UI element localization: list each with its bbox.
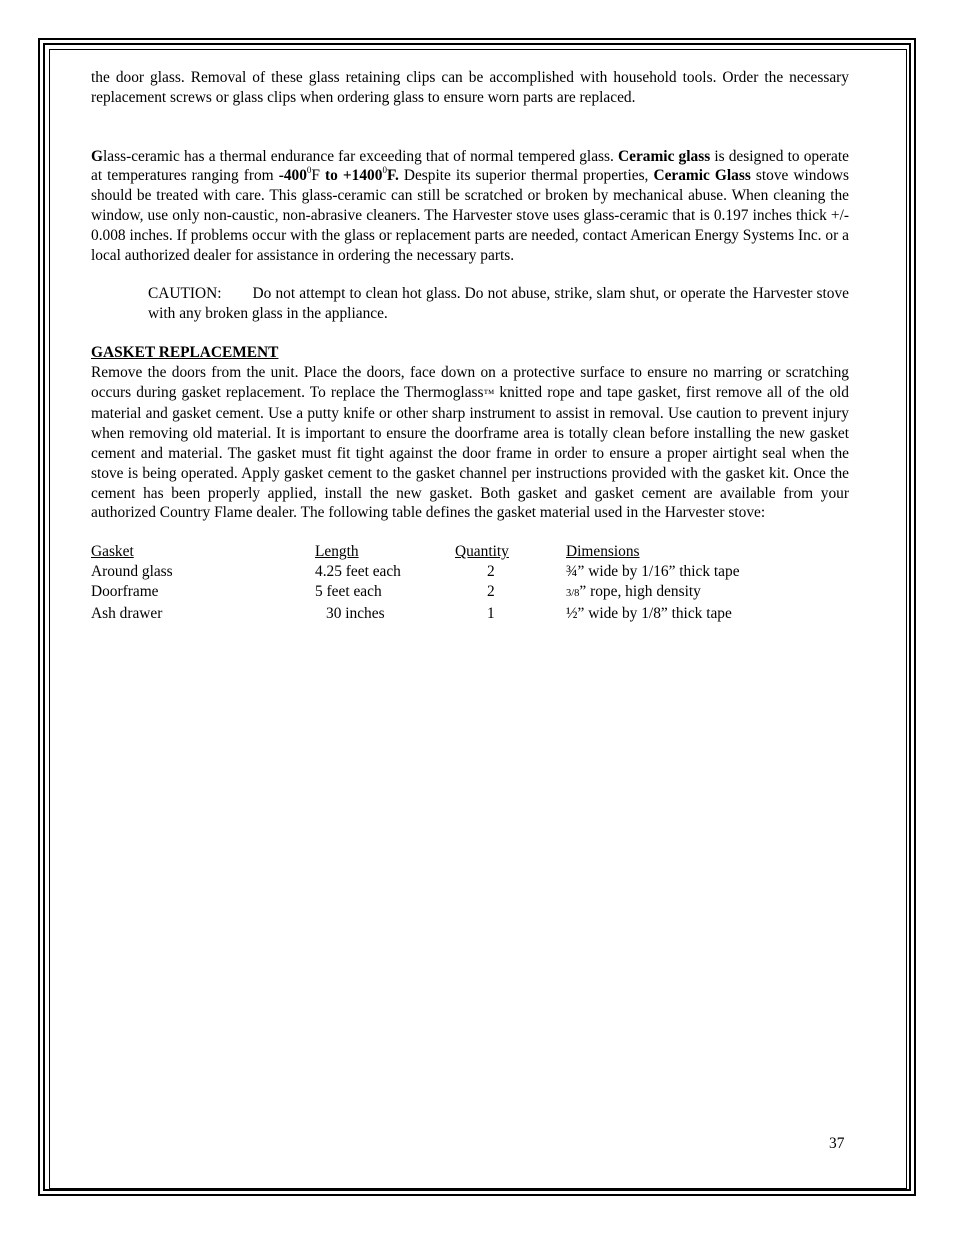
ceramic-glass-term-2: Ceramic Glass <box>653 167 751 185</box>
header-quantity: Quantity <box>455 543 509 561</box>
header-dimensions: Dimensions <box>566 543 640 561</box>
caution-label: CAUTION: <box>148 285 222 303</box>
table-row: Around glass 4.25 feet each 2 ¾” wide by 1/16” thick tape <box>91 562 740 580</box>
gasket-replacement-paragraph: Remove the doors from the unit. Place the doors, face down on a protective surface to ensure no marring or scratching occurs during gasket replacement. To replace the Thermoglass™ knitted rope and tape gasket, first remove all of the old material and gasket cement. Use a putty knife or other sharp instrument to assist in removal. Use caution to prevent injury when removing old material. It is important to ensure the doorframe area is totally clean before installing the new gasket cement and material. The gasket must fit tight against the door frame in order to ensure a proper airtight seal when the stove is being operated. Apply gasket cement to the gasket channel per instructions provided with the gasket kit. Once the cement has been properly applied, install the new gasket. Both gasket and gasket cement are available from your authorized Country Flame dealer. The following table defines the gasket material used in the Harvester stove: <box>91 363 849 522</box>
ceramic-glass-term: Ceramic glass <box>618 147 711 165</box>
gasket-replacement-heading: GASKET REPLACEMENT <box>91 343 279 361</box>
temp-low: -400 <box>278 167 307 185</box>
table-row: Doorframe 5 feet each 2 3/8” rope, high density <box>91 582 701 600</box>
table-row: Ash drawer 30 inches 1 ½” wide by 1/8” thick tape <box>91 604 732 622</box>
glass-ceramic-paragraph: Glass-ceramic has a thermal endurance far exceeding that of normal tempered glass. Ceramic glass is designed to operate at temperatures ranging from $-400^0F$ to $+1400^0F$. Despite its superior thermal properties, Ceramic Glass stove windows should be treated with care. This glass-ceramic can still be scratched or broken by mechanical abuse. When cleaning the window, use only non-caustic, non-abrasive cleaners. The Harvester stove uses glass-ceramic that is 0.197 inches thick +/- 0.008 inches. If problems occur with the glass or replacement parts are needed, contact American Energy Systems Inc. or a local authorized dealer for assistance in ordering the necessary parts. <box>91 147 849 264</box>
header-gasket: Gasket <box>91 543 134 561</box>
gasket-table <box>91 542 740 623</box>
caution-text: Do not attempt to clean hot glass. Do not abuse, strike, slam shut, or operate the Harvester stove with any broken glass in the appliance. <box>148 285 849 323</box>
table-header-row <box>91 542 740 562</box>
header-length: Length <box>315 543 359 561</box>
page-number: 37 <box>829 1135 845 1152</box>
caution-note <box>148 284 849 324</box>
page-content <box>91 68 849 623</box>
temp-high: to +1400 <box>325 167 383 185</box>
intro-paragraph: the door glass. Removal of these glass retaining clips can be accomplished with household tools. Order the necessary replacement screws or glass clips when ordering glass to ensure worn parts are replaced. <box>91 69 849 106</box>
lead-letter: G <box>91 147 103 165</box>
trademark-symbol: ™ <box>483 387 495 400</box>
